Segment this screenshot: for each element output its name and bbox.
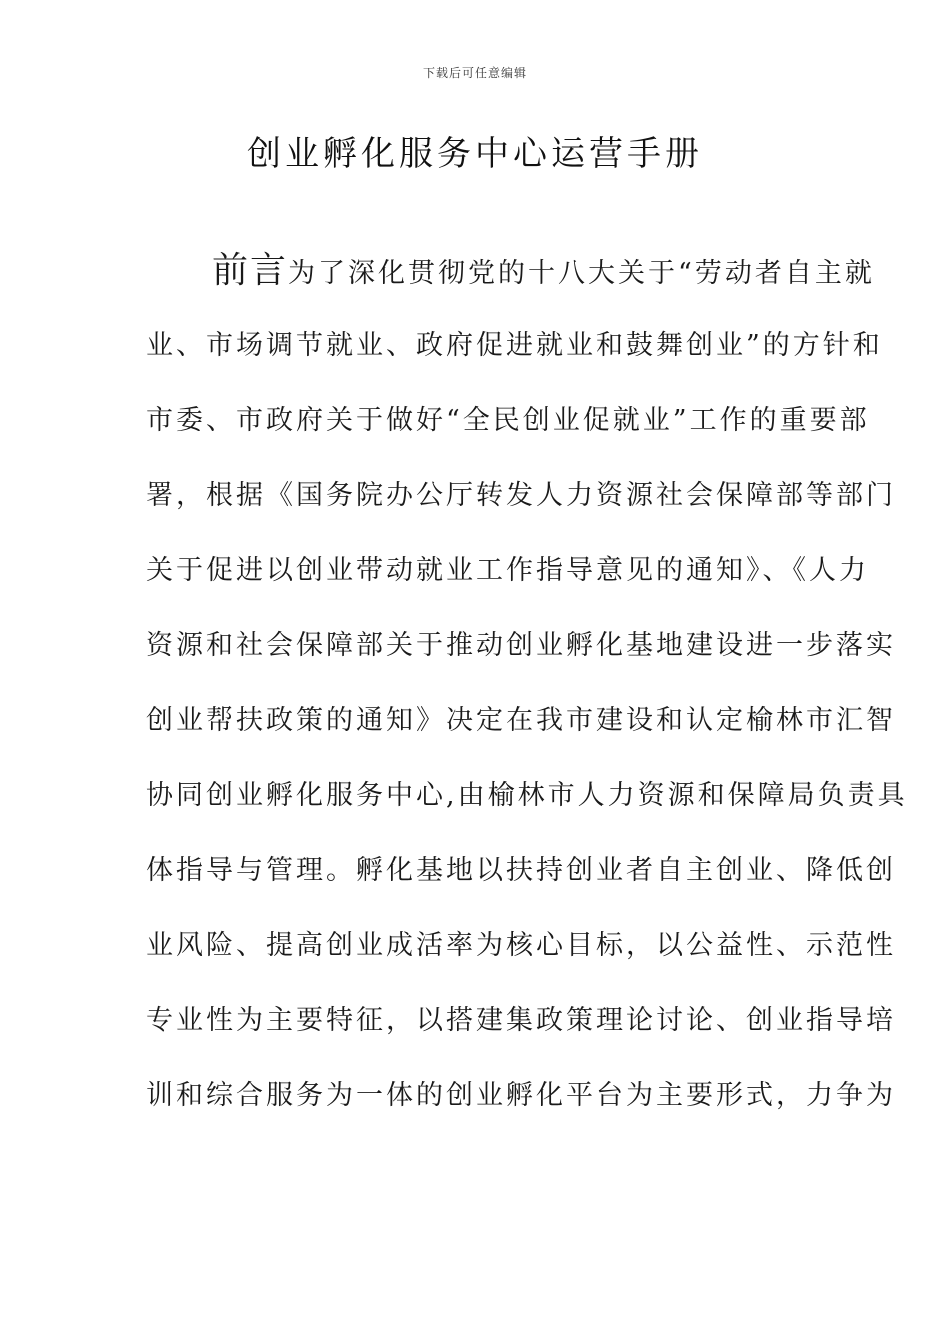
paragraph-line: 业、市场调节就业、政府促进就业和鼓舞创业”的方针和 xyxy=(146,330,883,361)
paragraph-line: 训和综合服务为一体的创业孵化平台为主要形式，力争为 xyxy=(146,1080,896,1111)
paragraph-line: 关于促进以创业带动就业工作指导意见的通知》、《人力 xyxy=(146,555,869,586)
line-text: 为了深化贯彻党的十八大关于“劳动者自主就 xyxy=(288,258,875,289)
paragraph-line xyxy=(146,238,875,313)
paragraph-line: 体指导与管理。孵化基地以扶持创业者自主创业、降低创 xyxy=(146,855,896,886)
paragraph-line: 市委、市政府关于做好“全民创业促就业”工作的重要部 xyxy=(146,405,870,436)
paragraph-line: 资源和社会保障部关于推动创业孵化基地建设进一步落实 xyxy=(146,630,896,661)
paragraph-line: 协同创业孵化服务中心,由榆林市人力资源和保障局负责具 xyxy=(146,780,908,811)
preface-heading: 前言 xyxy=(212,250,289,291)
paragraph-line: 署，根据《国务院办公厅转发人力资源社会保障部等部门 xyxy=(146,480,896,511)
paragraph-line: 业风险、提高创业成活率为核心目标，以公益性、示范性 xyxy=(146,930,896,961)
document-title: 创业孵化服务中心运营手册 xyxy=(247,134,703,174)
preface-body xyxy=(146,238,908,1138)
paragraph-line: 专业性为主要特征，以搭建集政策理论讨论、创业指导培 xyxy=(146,1005,896,1036)
paragraph-line: 创业帮扶政策的通知》决定在我市建设和认定榆林市汇智 xyxy=(146,705,896,736)
header-note: 下载后可任意编辑 xyxy=(422,66,527,80)
